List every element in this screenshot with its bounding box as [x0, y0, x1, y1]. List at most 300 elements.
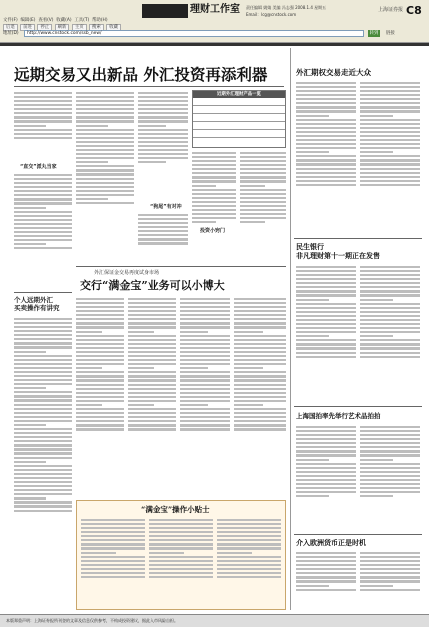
text-line: [296, 102, 356, 104]
text-line: [76, 400, 124, 402]
text-line: [360, 426, 420, 428]
subhead-mid1: “狗尾”有对冲: [150, 204, 182, 210]
text-line: [296, 479, 356, 481]
text-line: [360, 446, 420, 448]
text-line: [296, 450, 356, 452]
text-line: [240, 152, 286, 154]
band-kicker: 外汇保证金交易再度试身市场: [94, 270, 160, 276]
text-line: [76, 153, 134, 155]
text-line: [138, 116, 188, 118]
text-line: [240, 205, 286, 207]
favorites-button[interactable]: 收藏: [106, 24, 121, 31]
text-line: [360, 495, 393, 497]
text-line: [14, 363, 72, 365]
text-line: [76, 104, 134, 106]
text-line: [76, 302, 124, 304]
text-line: [14, 477, 72, 479]
text-line: [217, 523, 281, 525]
text-line: [76, 186, 134, 188]
text-line: [234, 322, 286, 324]
text-line: [180, 351, 230, 353]
text-line: [360, 483, 420, 485]
subhead-mid2: 投资小窍门: [200, 228, 226, 234]
text-line: [360, 323, 420, 325]
text-line: [180, 392, 230, 394]
text-line: [360, 576, 420, 578]
text-line: [296, 568, 356, 570]
text-line: [360, 442, 420, 444]
text-line: [76, 108, 134, 110]
menu-help[interactable]: 帮助(H): [92, 18, 108, 23]
text-line: [81, 547, 145, 549]
text-line: [240, 172, 286, 174]
text-line: [14, 219, 72, 221]
text-line: [14, 440, 72, 442]
text-line: [360, 556, 420, 558]
text-line: [138, 238, 188, 240]
text-line: [76, 428, 124, 430]
text-line: [138, 104, 188, 106]
text-line: [180, 318, 230, 320]
links-label[interactable]: 链接: [386, 31, 395, 36]
text-line: [76, 396, 124, 398]
text-line: [14, 452, 72, 454]
text-line: [217, 539, 281, 541]
text-line: [81, 556, 145, 558]
text-line: [192, 201, 236, 203]
text-line: [240, 221, 265, 223]
text-line: [360, 90, 420, 92]
menu-edit[interactable]: 编辑(E): [20, 18, 36, 23]
text-line: [360, 434, 420, 436]
text-line: [217, 564, 281, 566]
text-line: [149, 576, 213, 578]
text-line: [81, 560, 145, 562]
text-line: [192, 168, 236, 170]
text-line: [234, 400, 286, 402]
text-line: [296, 155, 356, 157]
right-text-col5: [296, 424, 356, 532]
text-line: [296, 311, 356, 313]
text-line: [180, 339, 230, 341]
text-line: [296, 180, 356, 182]
text-line: [14, 461, 46, 463]
text-line: [360, 184, 420, 186]
text-line: [14, 346, 72, 348]
text-line: [180, 400, 230, 402]
text-line: [138, 96, 188, 98]
go-button[interactable]: 转到: [369, 31, 379, 36]
text-line: [234, 318, 286, 320]
text-line: [180, 379, 230, 381]
text-line: [76, 326, 124, 328]
text-line: [76, 125, 108, 127]
text-line: [76, 100, 134, 102]
text-line: [360, 430, 420, 432]
text-line: [128, 326, 176, 328]
text-line: [14, 469, 72, 471]
text-line: [76, 318, 124, 320]
text-line: [76, 202, 134, 204]
text-line: [128, 331, 154, 333]
text-line: [360, 450, 420, 452]
text-line: [76, 173, 134, 175]
text-line: [296, 184, 356, 186]
subhead-right3: 上海国拍率先举行艺术品拍拍: [296, 412, 381, 420]
text-line: [360, 266, 420, 268]
text-line: [234, 355, 286, 357]
band-text-col1: [76, 296, 124, 496]
text-line: [81, 527, 145, 529]
text-line: [180, 420, 230, 422]
text-line: [296, 82, 356, 84]
text-line: [296, 278, 356, 280]
text-line: [240, 156, 286, 158]
text-line: [81, 539, 145, 541]
text-line: [14, 112, 72, 114]
text-line: [296, 323, 356, 325]
text-line: [76, 424, 124, 426]
text-line: [360, 147, 420, 149]
text-line: [296, 98, 356, 100]
text-line: [296, 560, 356, 562]
text-line: [240, 168, 286, 170]
home-button[interactable]: 主页: [72, 24, 87, 31]
text-line: [128, 310, 176, 312]
text-line: [234, 351, 286, 353]
text-line: [14, 481, 72, 483]
text-line: [149, 572, 213, 574]
search-button[interactable]: 搜索: [89, 24, 104, 31]
text-line: [360, 86, 420, 88]
text-line: [234, 408, 286, 410]
text-line: [149, 543, 213, 545]
text-line: [81, 572, 145, 574]
subhead-right2: 民生银行 非凡理财第十一期正在发售: [296, 242, 380, 260]
right-text-col8: [360, 550, 420, 610]
text-line: [76, 388, 124, 390]
text-line: [128, 347, 176, 349]
text-line: [76, 190, 134, 192]
text-line: [234, 392, 286, 394]
text-line: [296, 556, 356, 558]
text-line: [360, 589, 420, 591]
text-line: [76, 351, 124, 353]
text-line: [360, 131, 420, 133]
text-line: [138, 108, 188, 110]
text-line: [14, 412, 72, 414]
text-line: [149, 547, 213, 549]
tips-text-col1: [81, 517, 145, 607]
text-line: [128, 375, 176, 377]
text-line: [128, 424, 176, 426]
tips-box: [76, 500, 286, 610]
text-line: [360, 94, 420, 96]
text-line: [360, 459, 393, 461]
text-line: [76, 133, 134, 135]
text-line: [296, 286, 356, 288]
text-line: [180, 355, 230, 357]
text-line: [360, 343, 420, 345]
text-line: [76, 314, 124, 316]
text-line: [360, 347, 420, 349]
text-line: [217, 547, 281, 549]
text-line: [192, 180, 236, 182]
text-line: [192, 213, 236, 215]
text-line: [240, 176, 286, 178]
text-line: [76, 384, 124, 386]
text-line: [360, 315, 420, 317]
stop-button[interactable]: 停止: [37, 24, 52, 31]
text-line: [76, 182, 134, 184]
text-line: [180, 302, 230, 304]
text-line: [14, 207, 46, 209]
text-line: [360, 467, 420, 469]
text-line: [81, 568, 145, 570]
text-line: [234, 384, 286, 386]
text-line: [138, 137, 188, 139]
text-line: [76, 298, 124, 300]
text-line: [192, 205, 236, 207]
text-line: [138, 153, 188, 155]
text-line: [149, 560, 213, 562]
text-line: [360, 568, 420, 570]
text-line: [360, 356, 420, 358]
text-line: [192, 176, 236, 178]
text-line: [234, 339, 286, 341]
text-line: [14, 399, 72, 401]
text-line: [76, 359, 124, 361]
text-line: [76, 371, 124, 373]
address-input[interactable]: http://www.cnstock.com/ssb_new/: [24, 30, 364, 37]
text-line: [296, 147, 356, 149]
text-line: [138, 141, 188, 143]
text-line: [296, 585, 329, 587]
text-line: [138, 234, 188, 236]
text-line: [296, 86, 356, 88]
main-headline: 远期交易又出新品 外汇投资再添利器: [14, 65, 268, 84]
text-line: [296, 151, 329, 153]
text-line: [81, 519, 145, 521]
text-line: [14, 198, 72, 200]
text-line: [14, 235, 72, 237]
text-line: [360, 143, 420, 145]
text-line: [360, 168, 420, 170]
menu-view[interactable]: 查看(V): [38, 18, 54, 23]
table-title: 近期外汇理财产品一览: [193, 91, 285, 98]
text-line: [14, 182, 72, 184]
section-title: 理财工作室: [190, 4, 240, 15]
text-line: [192, 164, 236, 166]
text-line: [296, 119, 356, 121]
text-line: [14, 247, 72, 249]
text-line: [14, 355, 72, 357]
text-line: [360, 127, 420, 129]
text-line: [14, 342, 72, 344]
text-line: [296, 356, 356, 358]
text-line: [128, 384, 176, 386]
text-line: [360, 475, 420, 477]
text-line: [360, 339, 420, 341]
text-line: [360, 119, 420, 121]
refresh-button[interactable]: 刷新: [55, 24, 70, 31]
page-number: C8: [406, 4, 422, 17]
masthead-block: [142, 4, 188, 18]
text-line: [296, 475, 356, 477]
text-line: [149, 556, 213, 558]
text-line: [234, 388, 286, 390]
text-line: [138, 125, 166, 127]
text-line: [14, 501, 72, 503]
text-line: [14, 178, 72, 180]
text-line: [180, 335, 230, 337]
article-text-col1b: [14, 172, 72, 290]
text-line: [180, 310, 230, 312]
text-line: [360, 560, 420, 562]
text-line: [234, 314, 286, 316]
text-line: [234, 379, 286, 381]
menu-file[interactable]: 文件(F): [3, 18, 18, 23]
text-line: [360, 159, 420, 161]
text-line: [149, 552, 184, 554]
text-line: [360, 491, 420, 493]
text-line: [81, 535, 145, 537]
text-line: [360, 307, 420, 309]
text-line: [76, 310, 124, 312]
text-line: [234, 302, 286, 304]
text-line: [149, 531, 213, 533]
text-line: [138, 120, 188, 122]
text-line: [180, 396, 230, 398]
menu-favorites[interactable]: 收藏(A): [56, 18, 72, 23]
tips-title: “满金宝”操作小贴士: [141, 505, 210, 514]
text-line: [192, 217, 236, 219]
text-line: [234, 375, 286, 377]
text-line: [360, 155, 420, 157]
text-line: [360, 352, 420, 354]
forward-button[interactable]: 前进: [20, 24, 35, 31]
text-line: [360, 139, 420, 141]
right-text-col4: [360, 264, 420, 404]
back-button[interactable]: 后退: [3, 24, 18, 31]
text-line: [138, 129, 188, 131]
text-line: [296, 463, 356, 465]
text-line: [14, 395, 72, 397]
text-line: [217, 519, 281, 521]
text-line: [217, 531, 281, 533]
text-line: [296, 483, 356, 485]
menu-tools[interactable]: 工具(T): [74, 18, 90, 23]
text-line: [138, 149, 188, 151]
text-line: [180, 428, 230, 430]
text-line: [296, 446, 356, 448]
text-line: [14, 125, 46, 127]
text-line: [14, 202, 72, 204]
text-line: [360, 106, 420, 108]
text-line: [128, 302, 176, 304]
text-line: [296, 139, 356, 141]
text-line: [240, 201, 286, 203]
text-line: [360, 585, 393, 587]
text-line: [128, 339, 176, 341]
text-line: [76, 322, 124, 324]
text-line: [296, 434, 356, 436]
text-line: [296, 495, 329, 497]
text-line: [360, 572, 420, 574]
text-line: [76, 96, 134, 98]
table-row: [193, 121, 285, 122]
text-line: [296, 176, 356, 178]
text-line: [296, 266, 356, 268]
text-line: [296, 442, 356, 444]
text-line: [360, 163, 420, 165]
table-row: [193, 105, 285, 106]
text-line: [192, 156, 236, 158]
text-line: [180, 416, 230, 418]
text-line: [76, 363, 124, 365]
text-line: [76, 339, 124, 341]
subhead-left1: “直交”派丸当家: [20, 164, 57, 170]
text-line: [296, 143, 356, 145]
text-line: [234, 396, 286, 398]
text-line: [360, 123, 420, 125]
text-line: [81, 576, 145, 578]
text-line: [296, 335, 329, 337]
text-line: [360, 463, 420, 465]
text-line: [296, 290, 356, 292]
text-line: [76, 137, 134, 139]
text-line: [234, 298, 286, 300]
text-line: [217, 543, 281, 545]
text-line: [240, 197, 286, 199]
text-line: [296, 343, 356, 345]
text-line: [76, 347, 124, 349]
text-line: [128, 298, 176, 300]
text-line: [296, 327, 356, 329]
text-line: [296, 589, 356, 591]
table-row: [193, 137, 285, 138]
text-line: [360, 98, 420, 100]
text-line: [296, 94, 356, 96]
text-line: [180, 322, 230, 324]
text-line: [296, 580, 356, 582]
text-line: [14, 120, 72, 122]
text-line: [360, 335, 393, 337]
text-line: [240, 180, 286, 182]
text-line: [14, 322, 72, 324]
text-line: [76, 306, 124, 308]
text-line: [128, 318, 176, 320]
text-line: [14, 108, 72, 110]
text-line: [296, 168, 356, 170]
text-line: [240, 193, 286, 195]
text-line: [296, 426, 356, 428]
text-line: [296, 270, 356, 272]
text-line: [76, 149, 134, 151]
text-line: [128, 404, 154, 406]
text-line: [217, 576, 281, 578]
text-line: [296, 159, 356, 161]
text-line: [14, 432, 72, 434]
band-text-col4: [234, 296, 286, 496]
text-line: [81, 564, 145, 566]
text-line: [296, 90, 356, 92]
text-line: [76, 157, 134, 159]
text-line: [81, 552, 116, 554]
table-row: [193, 129, 285, 130]
text-line: [360, 172, 420, 174]
text-line: [296, 315, 356, 317]
